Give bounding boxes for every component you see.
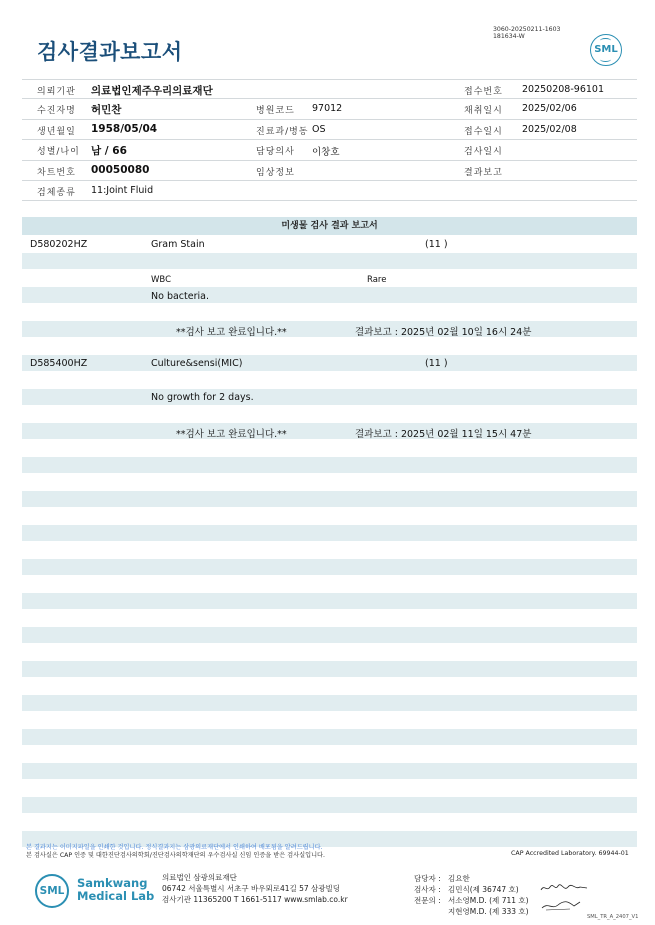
result-row-stripe	[22, 797, 637, 813]
accept-no-value: 20250208-96101	[522, 84, 605, 95]
cap-accreditation: CAP Accredited Laboratory. 69944-01	[511, 850, 629, 857]
test-date-label: 검사일시	[464, 147, 503, 158]
birth-value: 1958/05/04	[91, 122, 158, 135]
result-row-stripe	[22, 355, 637, 371]
collect-date-value: 2025/02/06	[522, 103, 577, 115]
result-row-stripe	[22, 389, 637, 405]
culture-report-time: 결과보고 : 2025년 02월 11일 15시 47분	[355, 429, 532, 440]
result-row-stripe	[22, 457, 637, 473]
result-row-stripe	[22, 593, 637, 609]
dept-label: 진료과/병동	[256, 126, 309, 137]
test-name-gram: Gram Stain	[151, 239, 205, 250]
document-code-line-1: 3060-20250211-1603	[493, 26, 561, 33]
patient-value: 허민찬	[91, 104, 122, 117]
info-row-requester	[22, 79, 637, 99]
staff-specialist-1: 서소영M.D. (제 711 호)	[448, 896, 529, 905]
wbc-label: WBC	[151, 275, 172, 285]
test-name-culture: Culture&sensi(MIC)	[151, 358, 243, 369]
test-code-gram: D580202HZ	[30, 239, 88, 250]
patient-info-table	[22, 79, 637, 201]
test-specimen-gram: (11 )	[425, 239, 448, 250]
info-row-specimen	[22, 181, 637, 201]
logo-ring-text: SML	[39, 885, 65, 897]
staff-tester: 김민식(제 36747 호)	[448, 885, 519, 894]
result-row-stripe	[22, 321, 637, 337]
info-row-sex-age	[22, 140, 637, 160]
staff-manager-label: 담당자 :	[414, 874, 441, 883]
staff-specialist-2: 지현영M.D. (제 333 호)	[448, 907, 529, 916]
result-row-stripe	[22, 729, 637, 745]
specimen-label: 검체종류	[37, 187, 76, 198]
birth-label: 생년월일	[37, 126, 76, 137]
dept-value: OS	[312, 123, 326, 135]
document-code-line-2: 181634-W	[493, 33, 525, 41]
accept-no-label: 접수번호	[464, 87, 503, 97]
info-row-birth	[22, 120, 637, 140]
sml-badge-text: SML	[594, 44, 618, 55]
gram-result: No bacteria.	[151, 291, 209, 302]
result-row-stripe	[22, 627, 637, 643]
lab-address	[162, 872, 348, 905]
specimen-value: 11:Joint Fluid	[91, 184, 154, 196]
info-row-patient	[22, 99, 637, 119]
result-row-stripe	[22, 661, 637, 677]
result-row-stripe	[22, 491, 637, 507]
hospital-code-value: 97012	[312, 103, 343, 115]
accreditation-notice: 본 검사실은 CAP 인증 및 대한진단검사의학회/진단검사의학재단의 우수검사실 신임 인증을 받은 검사실입니다.	[26, 852, 325, 859]
result-row-stripe	[22, 287, 637, 303]
result-row-stripe	[22, 525, 637, 541]
sml-logo-icon	[35, 874, 69, 908]
result-row-stripe	[22, 559, 637, 575]
info-row-chart	[22, 161, 637, 181]
section-header: 미생물 검사 결과 보고서	[22, 217, 637, 235]
logo-name-line-1: Samkwang	[77, 876, 148, 890]
document-code	[493, 26, 560, 41]
culture-result: No growth for 2 days.	[151, 392, 254, 403]
logo-wordmark	[77, 877, 154, 903]
sex-age-value: 남 / 66	[91, 145, 127, 158]
chart-value: 00050080	[91, 163, 150, 176]
hospital-code-label: 병원코드	[256, 106, 295, 117]
accept-date-label: 접수일시	[464, 126, 503, 137]
accept-date-value: 2025/02/08	[522, 123, 577, 135]
report-label: 결과보고	[464, 167, 503, 178]
result-row-stripe	[22, 253, 637, 269]
chart-label: 차트번호	[37, 167, 76, 178]
doctor-value: 이창호	[312, 147, 340, 159]
requester-value: 의료법인제주우리의료재단	[91, 85, 213, 97]
lab-name: 의료법인 삼광의료재단	[162, 873, 237, 882]
result-row-stripe	[22, 695, 637, 711]
page-title: 검사결과보고서	[37, 40, 183, 64]
lab-contact: 검사기관 11365200 T 1661-5117 www.smlab.co.kr	[162, 895, 348, 904]
staff-block	[414, 873, 529, 917]
sml-logo-badge	[590, 34, 622, 66]
lab-street: 06742 서울특별시 서초구 바우뫼로41길 57 삼광빌딩	[162, 884, 341, 893]
specialist-signature	[540, 898, 582, 912]
image-print-notice: 본 결과지는 이미지파일을 인쇄한 것입니다. 정식결과지는 삼광의료재단에서 인쇄하여 배포됨을 알려드립니다.	[26, 844, 323, 851]
wbc-value: Rare	[367, 275, 387, 285]
clinical-label: 임상정보	[256, 167, 295, 178]
test-specimen-culture: (11 )	[425, 358, 448, 369]
test-code-culture: D585400HZ	[30, 358, 88, 369]
collect-date-label: 채취일시	[464, 106, 503, 117]
result-row-stripe	[22, 763, 637, 779]
patient-label: 수진자명	[37, 106, 76, 117]
staff-manager: 김요한	[448, 874, 470, 883]
sex-age-label: 성별/나이	[37, 147, 80, 158]
requester-label: 의뢰기관	[37, 87, 76, 97]
form-code: SML_TR_A_2407_V1	[587, 914, 639, 920]
gram-report-time: 결과보고 : 2025년 02월 10일 16시 24분	[355, 327, 532, 338]
result-row-stripe	[22, 423, 637, 439]
doctor-label: 담당의사	[256, 147, 295, 158]
staff-tester-label: 검사자 :	[414, 885, 441, 894]
gram-done-notice: **검사 보고 완료입니다.**	[176, 327, 287, 338]
culture-done-notice: **검사 보고 완료입니다.**	[176, 429, 287, 440]
tester-signature	[540, 882, 588, 894]
samkwang-logo	[35, 872, 155, 912]
staff-specialist-label: 전문의 :	[414, 896, 441, 905]
logo-name-line-2: Medical Lab	[77, 889, 155, 903]
